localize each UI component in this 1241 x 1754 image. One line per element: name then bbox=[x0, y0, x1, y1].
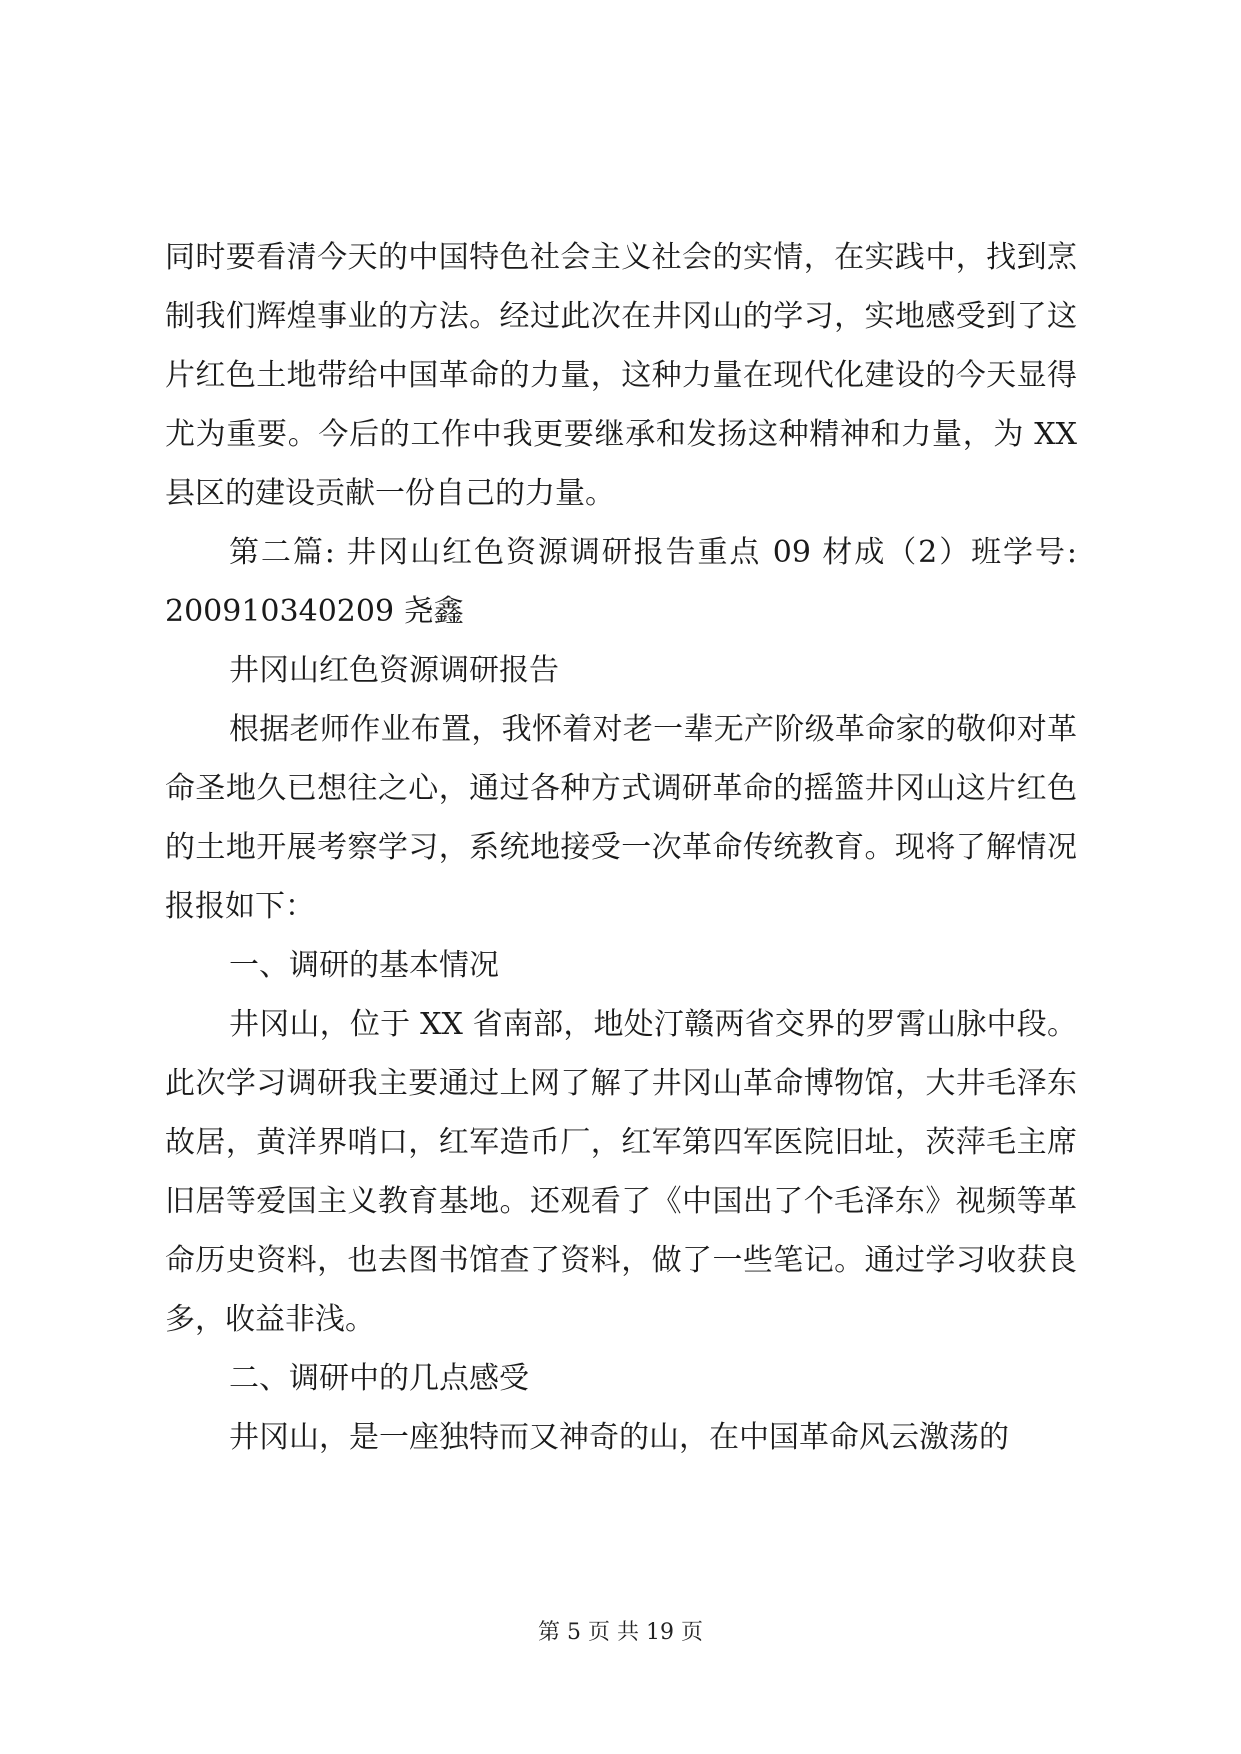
section-heading-impressions: 二、调研中的几点感受 bbox=[229, 1361, 529, 1396]
paragraph-second-article-heading: 第二篇: 井冈山红色资源调研报告重点 09 材成（2）班学号: 200910340209 尧鑫 bbox=[165, 535, 1077, 629]
paragraph-report-title: 井冈山红色资源调研报告 bbox=[229, 653, 559, 688]
body-text bbox=[165, 228, 1077, 1467]
paragraph-basic-situation: 井冈山，位于 XX 省南部，地处汀赣两省交界的罗霄山脉中段。此次学习调研我主要通过上网了解了井冈山革命博物馆，大井毛泽东故居，黄洋界哨口，红军造币厂，红军第四军医院旧址，茨萍毛主席旧居等爱国主义教育基地。还观看了《中国出了个毛泽东》视频等革命历史资料，也去图书馆查了资料，做了一些笔记。通过学习收获良多，收益非浅。 bbox=[165, 1007, 1077, 1337]
paragraph-continuation: 同时要看清今天的中国特色社会主义社会的实情，在实践中，找到烹制我们辉煌事业的方法。经过此次在井冈山的学习，实地感受到了这片红色土地带给中国革命的力量，这种力量在现代化建设的今天显得尤为重要。今后的工作中我更要继承和发扬这种精神和力量，为 XX 县区的建设贡献一份自己的力量。 bbox=[165, 240, 1077, 511]
section-heading-basic-situation: 一、调研的基本情况 bbox=[229, 948, 499, 983]
page-number-footer: 第 5 页 共 19 页 bbox=[538, 1620, 703, 1645]
paragraph-impressions: 井冈山，是一座独特而又神奇的山，在中国革命风云激荡的 bbox=[229, 1420, 1009, 1455]
paragraph-intro: 根据老师作业布置，我怀着对老一辈无产阶级革命家的敬仰对革命圣地久已想往之心，通过各种方式调研革命的摇篮井冈山这片红色的土地开展考察学习，系统地接受一次革命传统教育。现将了解情况报报如下： bbox=[165, 712, 1077, 924]
